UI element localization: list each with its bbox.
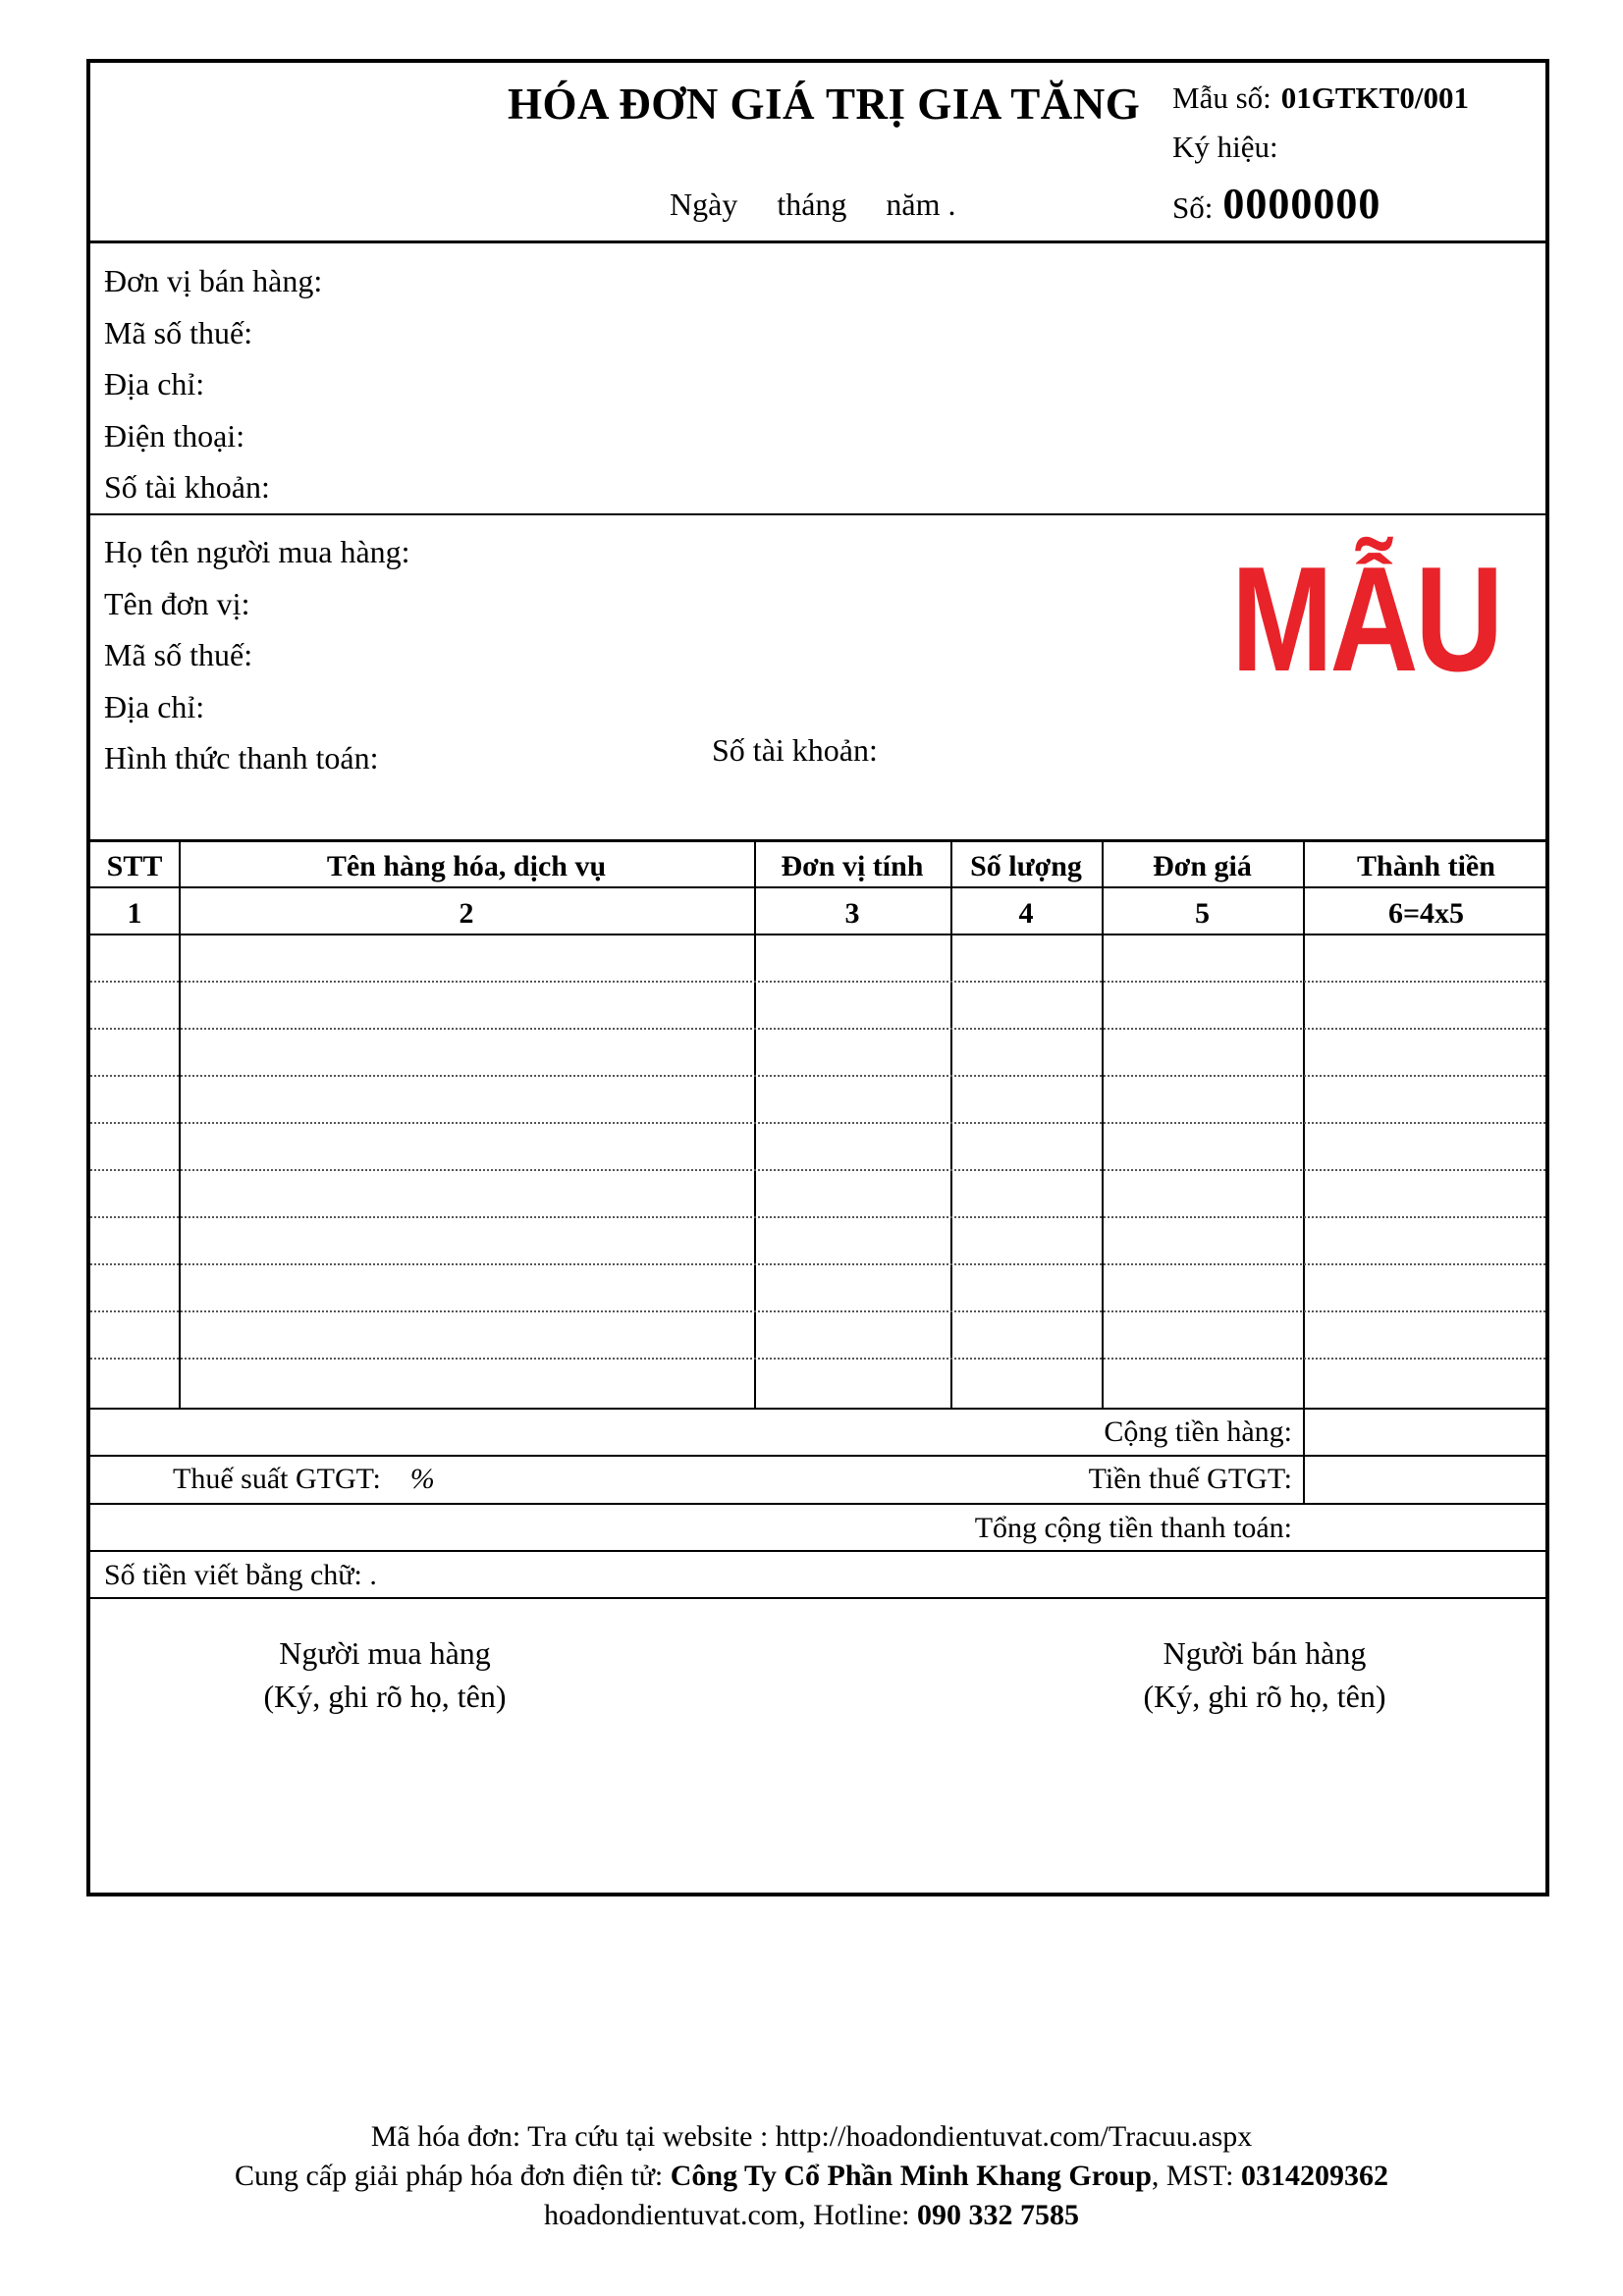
date-month-label: tháng [777,187,847,222]
table-row [90,981,1545,983]
buyer-signature [228,1631,542,1718]
date-day-label: Ngày [670,187,738,222]
table-row [90,1169,1545,1171]
subtotal-label: Cộng tiền hàng: [1104,1415,1292,1448]
seller-signature [1108,1631,1422,1718]
form-meta [1172,80,1469,228]
tax-rate [173,1463,435,1496]
table-row [90,1263,1545,1265]
footer-mst-label: , MST: [1151,2160,1241,2192]
form-code-label: Mẫu số: [1172,80,1271,115]
invoice-date [670,187,956,223]
footer-provider [0,2160,1623,2193]
number-label: Số: [1172,190,1214,225]
buyer-section [104,526,410,784]
table-row [90,1028,1545,1030]
symbol-row [1172,130,1469,179]
row-divider [90,886,1545,888]
symbol-label: Ký hiệu: [1172,130,1278,164]
index-cell: 2 [459,897,474,930]
divider [90,513,1545,515]
col-header-stt: STT [106,850,163,882]
index-cell: 3 [844,897,860,930]
seller-section [104,255,322,513]
index-cell: 1 [127,897,142,930]
buyer-name-label: Họ tên người mua hàng: [104,534,410,569]
row-divider [90,1503,1545,1505]
buyer-payment-label: Hình thức thanh toán: [104,740,379,775]
row-divider [90,1550,1545,1552]
buyer-signature-title: Người mua hàng [279,1635,491,1671]
table-row [90,1310,1545,1312]
table-top-border [90,839,1545,842]
table-row [90,1358,1545,1360]
tax-rate-unit: % [409,1463,435,1495]
footer-mst-value: 0314209362 [1240,2160,1388,2192]
buyer-address-label: Địa chỉ: [104,688,205,724]
table-row [90,1216,1545,1218]
col-header-unit: Đơn vị tính [781,850,924,882]
index-cell: 6=4x5 [1387,897,1465,930]
seller-tax-label: Mã số thuế: [104,314,253,350]
row-divider [90,1455,1545,1457]
seller-address-label: Địa chỉ: [104,366,205,401]
buyer-account-label: Số tài khoản: [712,732,878,768]
footer-provider-prefix: Cung cấp giải pháp hóa đơn điện tử: [235,2160,671,2192]
invoice-number: 0000000 [1222,180,1381,228]
col-header-amount: Thành tiền [1357,850,1495,882]
buyer-tax-label: Mã số thuế: [104,637,253,672]
seller-signature-note: (Ký, ghi rõ họ, tên) [1143,1679,1386,1714]
seller-phone-label: Điện thoại: [104,417,245,454]
date-year-label: năm . [886,187,956,222]
table-row [90,1122,1545,1124]
col-header-item: Tên hàng hóa, dịch vụ [326,850,607,882]
invoice-header [90,63,1545,243]
footer-hotline-number: 090 332 7585 [916,2199,1079,2231]
col-header-qty: Số lượng [970,850,1082,882]
footer-site: hoadondientuvat.com, Hotline: [544,2199,917,2231]
footer-hotline [0,2199,1623,2232]
form-code-row [1172,80,1469,130]
seller-account-label: Số tài khoản: [104,469,270,505]
index-cell: 5 [1195,897,1210,930]
col-divider [1303,841,1305,1505]
buyer-signature-note: (Ký, ghi rõ họ, tên) [263,1679,507,1714]
row-divider [90,934,1545,935]
footer-lookup: Mã hóa đơn: Tra cứu tại website : http://hoadondientuvat.com/Tracuu.aspx [370,2120,1253,2153]
amount-in-words-label: Số tiền viết bằng chữ: . [104,1559,377,1591]
seller-name-label: Đơn vị bán hàng: [104,263,323,298]
row-divider [90,1597,1545,1599]
footer-company: Công Ty Cổ Phần Minh Khang Group [670,2160,1152,2192]
tax-rate-label: Thuế suất GTGT: [173,1463,381,1495]
form-code-value: 01GTKT0/001 [1280,80,1469,115]
table-bottom-border [90,1408,1545,1410]
col-header-price: Đơn giá [1153,850,1252,882]
divider [90,240,1545,243]
grand-total-label: Tổng cộng tiền thanh toán: [974,1512,1292,1544]
buyer-unit-label: Tên đơn vị: [104,585,250,621]
index-cell: 4 [1018,897,1034,930]
sample-stamp: MẪU [1231,536,1501,703]
tax-amount-label: Tiền thuế GTGT: [1088,1463,1292,1495]
table-row [90,1075,1545,1077]
number-row [1172,179,1469,228]
seller-signature-title: Người bán hàng [1163,1635,1367,1671]
invoice-form [86,59,1549,1896]
invoice-title: HÓA ĐƠN GIÁ TRỊ GIA TĂNG [508,80,1141,129]
